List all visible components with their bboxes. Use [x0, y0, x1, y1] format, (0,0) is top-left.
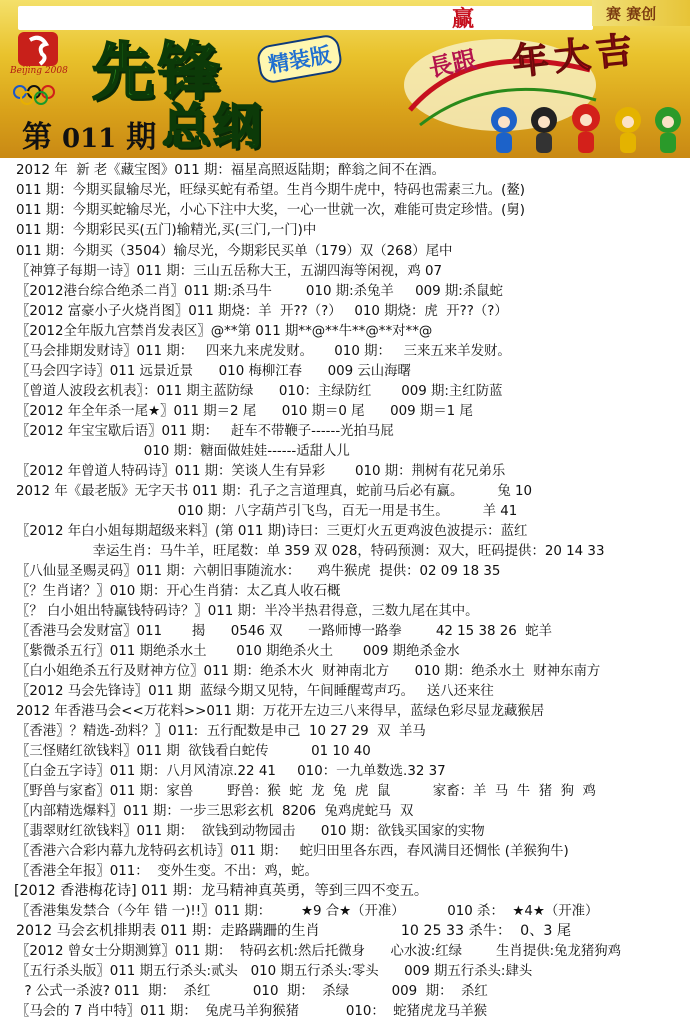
- text-line: 〖野兽与家畜〗011 期：家兽 野兽：猴 蛇 龙 兔 虎 鼠 家畜：羊 马 牛 猪 狗 鸡: [16, 784, 596, 799]
- text-line: 011 期：今期买（3504）输尽光，今期彩民买单（179）双（268）尾中: [16, 244, 453, 259]
- text-line: 〖香港六合彩内幕九龙特码玄机诗〗011 期： 蛇归田里各东西，春风满目还惆怅 (羊猴狗牛): [16, 844, 569, 859]
- sub-title: 总纲: [162, 99, 265, 155]
- text-line: 〖2012 年全年杀一尾★〗011 期＝2 尾 010 期＝0 尾 009 期＝1 尾: [16, 404, 473, 419]
- text-line: 〖？生肖诸？〗010 期：开心生肖猜：太乙真人收石概: [16, 584, 341, 599]
- text-line: 2012 年 新 老《藏宝图》011 期：福星高照返陆期；醉翁之间不在酒。: [16, 163, 446, 178]
- main-title: 先锋: [92, 35, 225, 108]
- text-line: 2012 年香港马会<<万花料>>011 期：万花开左边三八来得早，蓝绿色彩尽显龙藏猴居: [16, 704, 545, 719]
- text-line: 〖马会四字诗〗011 远景近景 010 梅柳江春 009 云山海曙: [16, 364, 411, 379]
- mascot-green: [655, 107, 681, 153]
- header-banner: [0, 0, 690, 158]
- issue-label: [22, 112, 156, 156]
- text-line: 〖香港马会发财富〗011 揭 0546 双 一路师博一路拳 42 15 38 26 蛇羊: [16, 624, 553, 639]
- mascot-blue: [491, 107, 517, 153]
- text-line: 2012 马会玄机排期表 011 期：走路蹒跚的生肖 10 25 33 杀牛： 0、3 尾: [16, 923, 572, 939]
- mascot-black: [531, 107, 557, 153]
- text-line: 〖2012 曾女士分期测算〗011 期： 特码玄机:然后托微身 心水波:红绿 生肖提供:兔龙猪狗鸡: [16, 944, 622, 959]
- text-line: 〖马会的 7 肖中特〗011 期： 兔虎马羊狗猴猪 010： 蛇猪虎龙马羊猴: [16, 1004, 488, 1019]
- slogan-small-text: 長跟: [426, 45, 479, 83]
- text-line: 〖2012 年宝宝歇后语〗011 期： 赶车不带鞭子------光拍马屁: [16, 424, 394, 439]
- issue-suffix: 期: [126, 120, 157, 155]
- fuwa-mascots-graphic: [482, 100, 690, 156]
- text-line: 〖香港集发禁合（今年 错 一)!!〗011 期： ★9 合★（开准） 010 杀： ★4★（开准）: [16, 904, 599, 919]
- text-line: ? 公式一杀波? 011 期： 杀红 010 期： 杀绿 009 期： 杀红: [16, 984, 488, 999]
- slogan-big-text: 年大吉: [510, 29, 641, 84]
- issue-number: 011: [62, 124, 117, 154]
- text-line: 幸运生肖：马牛羊，旺尾数：单 359 双 028，特码预测：双大，旺码提供：20 14 33: [16, 544, 605, 559]
- beijing-2008-text: Beijing 2008: [10, 66, 68, 76]
- text-line: 〖曾道人波段玄机表〗：011 期主蓝防绿 010：主绿防红 009 期:主红防蓝: [16, 384, 503, 399]
- text-line: 〖2012港台综合绝杀二肖〗011 期:杀马牛 010 期:杀兔羊 009 期:杀鼠蛇: [16, 284, 503, 299]
- text-line: 〖白金五字诗〗011 期：八月风清凉.22 41 010：一九单数选.32 37: [16, 764, 446, 779]
- text-line: 〖2012 年白小姐每期超级来料〗(第 011 期)诗曰：三更灯火五更鸡波色波提示：蓝红: [16, 524, 528, 539]
- text-line: 〖2012 年曾道人特码诗〗011 期：笑谈人生有异彩 010 期：荆树有花兄弟乐: [16, 464, 506, 479]
- text-line: 〖2012 马会先锋诗〗011 期 蓝绿今期又见特，午间睡醒莺声巧。 送八还来往: [16, 684, 494, 699]
- text-line: 〖？ 白小姐出特赢钱特码诗？〗011 期：半冷半热君得意，三数九尾在其中。: [16, 604, 479, 619]
- text-line: 011 期：今期买蛇输尽光，小心下注中大奖，一心一世就一次，难能可贵定珍惜。(舅): [16, 203, 525, 218]
- text-line: 〖白小姐绝杀五行及财神方位〗011 期：绝杀木火 财神南北方 010 期：绝杀水土 财神东南方: [16, 664, 601, 679]
- text-line: 010 期：八字葫芦引飞鸟，百无一用是书生。 羊 41: [16, 504, 518, 519]
- text-line: 011 期：今期买鼠输尽光，旺绿买蛇有希望。生肖今期牛虎中，特码也需素三九。(鳌): [16, 183, 525, 198]
- text-line: 〖香港〗？精选-劲料？〗011: 五行配数是申己 10 27 29 双 羊马: [16, 724, 426, 739]
- text-line: 〖2012 富豪小子火烧肖图〗011 期烧：羊 开??（?） 010 期烧：虎 开??（?）: [16, 304, 508, 319]
- issue-prefix: 第: [22, 120, 52, 155]
- text-line: 〖紫微杀五行〗011 期绝杀水土 010 期绝杀火土 009 期绝杀金水: [16, 644, 460, 659]
- text-line: 〖内部精选爆料〗011 期：一步三思彩玄机 8206 兔鸡虎蛇马 双: [16, 804, 414, 819]
- text-line: [2012 香港梅花诗] 011 期：龙马精神真英勇，等到三四不变五。: [14, 883, 429, 899]
- text-line: 2012 年《最老版》无字天书 011 期：孔子之言道理真，蛇前马后必有赢。 兔 10: [16, 484, 533, 499]
- text-line: 010 期：糖面做娃娃------适甜人儿: [16, 444, 350, 459]
- text-line: 〖香港全年报〗011： 变外生变。不出：鸡，蛇。: [16, 864, 318, 879]
- text-line: 〖翡翠财红欲钱料〗011 期： 欲钱到动物园击 010 期：欲钱买国家的实物: [16, 824, 485, 839]
- text-line: 〖神算子每期一诗〗011 期：三山五岳称大王，五湖四海等闲视，鸡 07: [16, 264, 443, 279]
- text-line: 〖五行杀头版〗011 期五行杀头:贰头 010 期五行杀头:零头 009 期五行杀头:肆头: [16, 964, 533, 979]
- banner-top-right-text: 赛 赛创: [606, 5, 657, 23]
- text-line: 〖八仙显圣赐灵码〗011 期：六朝旧事随流水： 鸡牛猴虎 提供：02 09 18 35: [16, 564, 501, 579]
- edition-badge: 精装版: [255, 33, 343, 85]
- text-line: 〖马会排期发财诗〗011 期： 四来九来虎发财。 010 期： 三来五来羊发财。: [16, 344, 511, 359]
- text-line: 〖2012全年版九宫禁肖发表区〗@**第 011 期**@**牛**@**对**@: [16, 324, 433, 339]
- text-line: 011 期：今期彩民买(五门)输精光,买(三门,一门)中: [16, 223, 317, 238]
- mascot-red: [572, 104, 600, 153]
- text-line: 〖三怪赌红欲钱料〗011 期 欲钱看白蛇传 01 10 40: [16, 744, 371, 759]
- banner-top-right-strip: [592, 0, 690, 26]
- mascot-yellow: [615, 107, 641, 153]
- slogan-top-text: 赢: [452, 7, 475, 32]
